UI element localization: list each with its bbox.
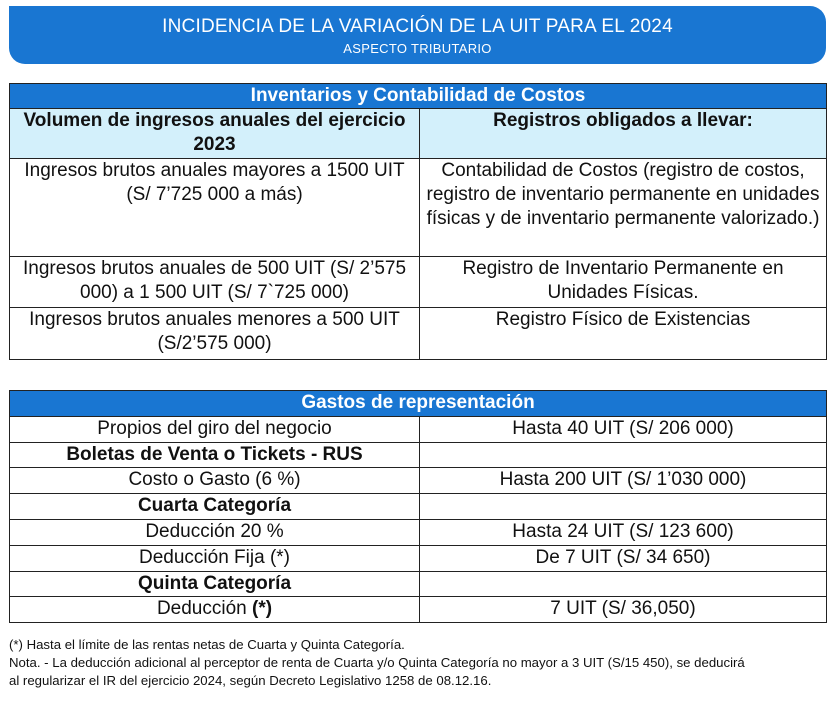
section-label-quinta: Quinta Categoría xyxy=(10,571,420,597)
gastos-table xyxy=(9,390,827,623)
table-row xyxy=(10,545,827,571)
limite-cell xyxy=(420,494,827,520)
limite-cell: 7 UIT (S/ 36,050) xyxy=(420,597,827,623)
limite-cell xyxy=(420,571,827,597)
limite-cell: Hasta 24 UIT (S/ 123 600) xyxy=(420,519,827,545)
footnote: (*) Hasta el límite de las rentas netas de Cuarta y Quinta Categoría. xyxy=(9,637,405,652)
inventarios-table xyxy=(9,83,827,360)
table-row xyxy=(10,519,827,545)
limite-cell: De 7 UIT (S/ 34 650) xyxy=(420,545,827,571)
nota-line-1: Nota. - La deducción adicional al perceptor de renta de Cuarta y/o Quinta Categoría no mayor a 3 UIT (S/15 450), se deducirá xyxy=(9,655,745,670)
registro-cell: Contabilidad de Costos (registro de costos, registro de inventario permanente en unidades físicas y de inventario permanente valorizado.) xyxy=(420,159,827,257)
limite-cell: Hasta 40 UIT (S/ 206 000) xyxy=(420,416,827,442)
table-row xyxy=(10,416,827,442)
table-header-row xyxy=(10,109,827,159)
limite-cell: Hasta 200 UIT (S/ 1’030 000) xyxy=(420,468,827,494)
banner-title: INCIDENCIA DE LA VARIACIÓN DE LA UIT PARA EL 2024 xyxy=(162,16,673,37)
col-header-ingresos: Volumen de ingresos anuales del ejercicio 2023 xyxy=(10,109,420,159)
table-row xyxy=(10,159,827,257)
inventarios-title: Inventarios y Contabilidad de Costos xyxy=(10,84,827,109)
limite-cell xyxy=(420,442,827,468)
ingresos-cell: Ingresos brutos anuales mayores a 1500 UIT (S/ 7’725 000 a más) xyxy=(10,159,420,257)
table-row xyxy=(10,442,827,468)
ingresos-cell: Ingresos brutos anuales de 500 UIT (S/ 2’575 000) a 1 500 UIT (S/ 7`725 000) xyxy=(10,257,420,308)
table-row xyxy=(10,308,827,360)
col-header-registros: Registros obligados a llevar: xyxy=(420,109,827,159)
registro-cell: Registro de Inventario Permanente en Unidades Físicas. xyxy=(420,257,827,308)
table-row xyxy=(10,571,827,597)
concepto-cell: Deducción 20 % xyxy=(10,519,420,545)
table-title-row xyxy=(10,391,827,417)
concepto-cell xyxy=(10,597,420,623)
table-row xyxy=(10,257,827,308)
footnote-mark: (*) xyxy=(252,598,273,620)
section-label-cuarta: Cuarta Categoría xyxy=(10,494,420,520)
title-banner xyxy=(9,6,826,64)
gastos-title: Gastos de representación xyxy=(10,391,827,417)
table-row xyxy=(10,468,827,494)
table-row xyxy=(10,494,827,520)
concepto-cell: Costo o Gasto (6 %) xyxy=(10,468,420,494)
concepto-text: Deducción xyxy=(156,598,247,620)
ingresos-cell: Ingresos brutos anuales menores a 500 UIT (S/2’575 000) xyxy=(10,308,420,360)
banner-subtitle: ASPECTO TRIBUTARIO xyxy=(343,41,492,56)
registro-cell: Registro Físico de Existencias xyxy=(420,308,827,360)
table-title-row xyxy=(10,84,827,109)
table-row xyxy=(10,597,827,623)
concepto-cell: Deducción Fija (*) xyxy=(10,545,420,571)
nota-line-2: al regularizar el IR del ejercicio 2024, según Decreto Legislativo 1258 de 08.12.16. xyxy=(9,673,492,688)
concepto-cell: Propios del giro del negocio xyxy=(10,416,420,442)
footnotes xyxy=(9,636,831,690)
section-label-rus: Boletas de Venta o Tickets - RUS xyxy=(10,442,420,468)
